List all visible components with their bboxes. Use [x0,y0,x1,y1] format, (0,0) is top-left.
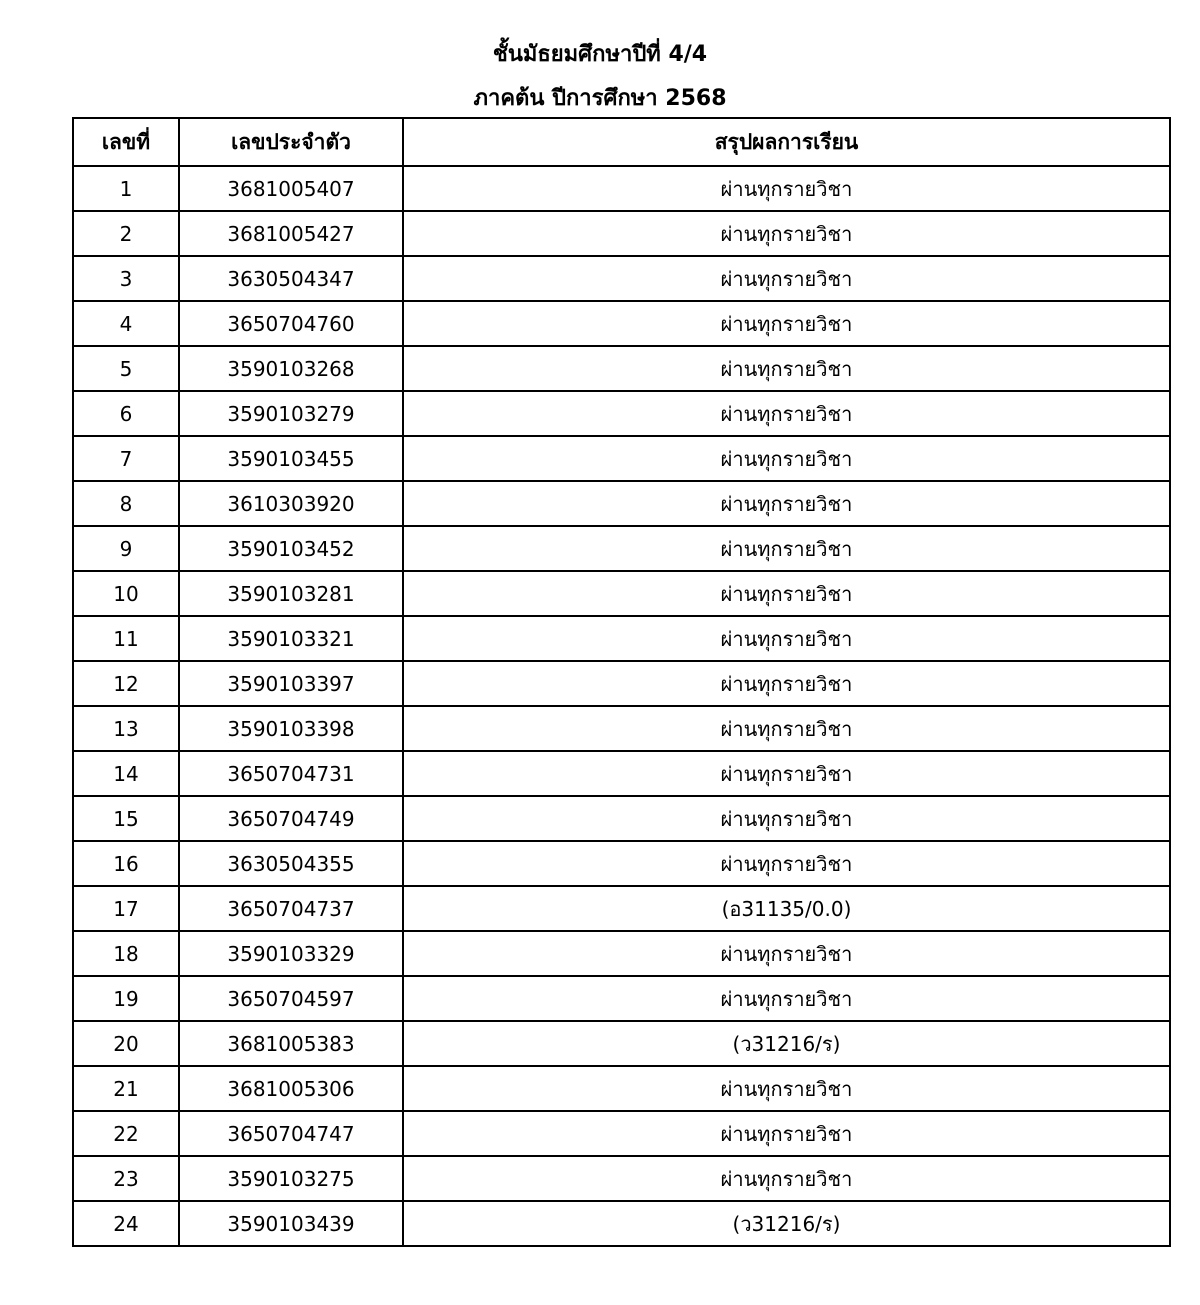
table-row [73,1111,1170,1156]
row-number: 20 [73,1021,179,1066]
table-row [73,391,1170,436]
page-subtitle: ภาคต้น ปีการศึกษา 2568 [473,86,727,111]
table-row [73,166,1170,211]
result-summary: ผ่านทุกรายวิชา [403,391,1170,436]
results-table [72,117,1171,1247]
student-id: 3590103455 [179,436,403,481]
result-summary: ผ่านทุกรายวิชา [403,526,1170,571]
page-title: ชั้นมัธยมศึกษาปีที่ 4/4 [492,42,708,67]
result-summary: ผ่านทุกรายวิชา [403,301,1170,346]
row-number: 11 [73,616,179,661]
row-number: 21 [73,1066,179,1111]
row-number: 15 [73,796,179,841]
row-number: 19 [73,976,179,1021]
table-header-row [73,118,1170,166]
table-row [73,976,1170,1021]
row-number: 2 [73,211,179,256]
student-id: 3630504347 [179,256,403,301]
result-summary: ผ่านทุกรายวิชา [403,211,1170,256]
result-summary: ผ่านทุกรายวิชา [403,1111,1170,1156]
column-header-student-id: เลขประจำตัว [179,118,403,166]
student-id: 3681005427 [179,211,403,256]
column-header-summary: สรุปผลการเรียน [403,118,1170,166]
student-id: 3650704597 [179,976,403,1021]
table-row [73,706,1170,751]
result-summary: ผ่านทุกรายวิชา [403,166,1170,211]
row-number: 5 [73,346,179,391]
row-number: 14 [73,751,179,796]
student-id: 3630504355 [179,841,403,886]
row-number: 24 [73,1201,179,1246]
result-summary: ผ่านทุกรายวิชา [403,1156,1170,1201]
table-row [73,841,1170,886]
student-id: 3650704760 [179,301,403,346]
row-number: 16 [73,841,179,886]
result-summary: (ว31216/ร) [403,1021,1170,1066]
result-summary: ผ่านทุกรายวิชา [403,571,1170,616]
student-id: 3590103329 [179,931,403,976]
student-id: 3590103275 [179,1156,403,1201]
table-row [73,1156,1170,1201]
column-header-number: เลขที่ [73,118,179,166]
row-number: 12 [73,661,179,706]
table-row [73,301,1170,346]
result-summary: ผ่านทุกรายวิชา [403,796,1170,841]
result-summary: ผ่านทุกรายวิชา [403,616,1170,661]
student-id: 3590103321 [179,616,403,661]
student-id: 3610303920 [179,481,403,526]
row-number: 23 [73,1156,179,1201]
table-row [73,1021,1170,1066]
result-summary: ผ่านทุกรายวิชา [403,346,1170,391]
result-summary: ผ่านทุกรายวิชา [403,931,1170,976]
student-id: 3650704749 [179,796,403,841]
row-number: 17 [73,886,179,931]
row-number: 18 [73,931,179,976]
table-row [73,616,1170,661]
result-summary: ผ่านทุกรายวิชา [403,661,1170,706]
student-id: 3650704731 [179,751,403,796]
row-number: 3 [73,256,179,301]
row-number: 6 [73,391,179,436]
student-id: 3681005306 [179,1066,403,1111]
table-row [73,571,1170,616]
student-id: 3590103268 [179,346,403,391]
row-number: 8 [73,481,179,526]
student-id: 3590103397 [179,661,403,706]
table-row [73,436,1170,481]
student-id: 3590103279 [179,391,403,436]
student-id: 3590103439 [179,1201,403,1246]
row-number: 9 [73,526,179,571]
table-row [73,661,1170,706]
row-number: 1 [73,166,179,211]
row-number: 7 [73,436,179,481]
student-id: 3590103398 [179,706,403,751]
result-summary: ผ่านทุกรายวิชา [403,436,1170,481]
result-summary: ผ่านทุกรายวิชา [403,841,1170,886]
table-row [73,1066,1170,1111]
student-id: 3650704747 [179,1111,403,1156]
student-id: 3650704737 [179,886,403,931]
row-number: 10 [73,571,179,616]
result-summary: ผ่านทุกรายวิชา [403,481,1170,526]
student-id: 3681005407 [179,166,403,211]
table-row [73,886,1170,931]
table-row [73,481,1170,526]
student-id: 3681005383 [179,1021,403,1066]
result-summary: (อ31135/0.0) [403,886,1170,931]
row-number: 13 [73,706,179,751]
result-summary: ผ่านทุกรายวิชา [403,976,1170,1021]
result-summary: ผ่านทุกรายวิชา [403,706,1170,751]
table-row [73,751,1170,796]
table-row [73,1201,1170,1246]
table-row [73,931,1170,976]
result-summary: ผ่านทุกรายวิชา [403,751,1170,796]
row-number: 4 [73,301,179,346]
table-row [73,796,1170,841]
row-number: 22 [73,1111,179,1156]
table-row [73,346,1170,391]
student-id: 3590103452 [179,526,403,571]
table-row [73,256,1170,301]
table-row [73,211,1170,256]
result-summary: (ว31216/ร) [403,1201,1170,1246]
result-summary: ผ่านทุกรายวิชา [403,256,1170,301]
table-row [73,526,1170,571]
student-id: 3590103281 [179,571,403,616]
result-summary: ผ่านทุกรายวิชา [403,1066,1170,1111]
